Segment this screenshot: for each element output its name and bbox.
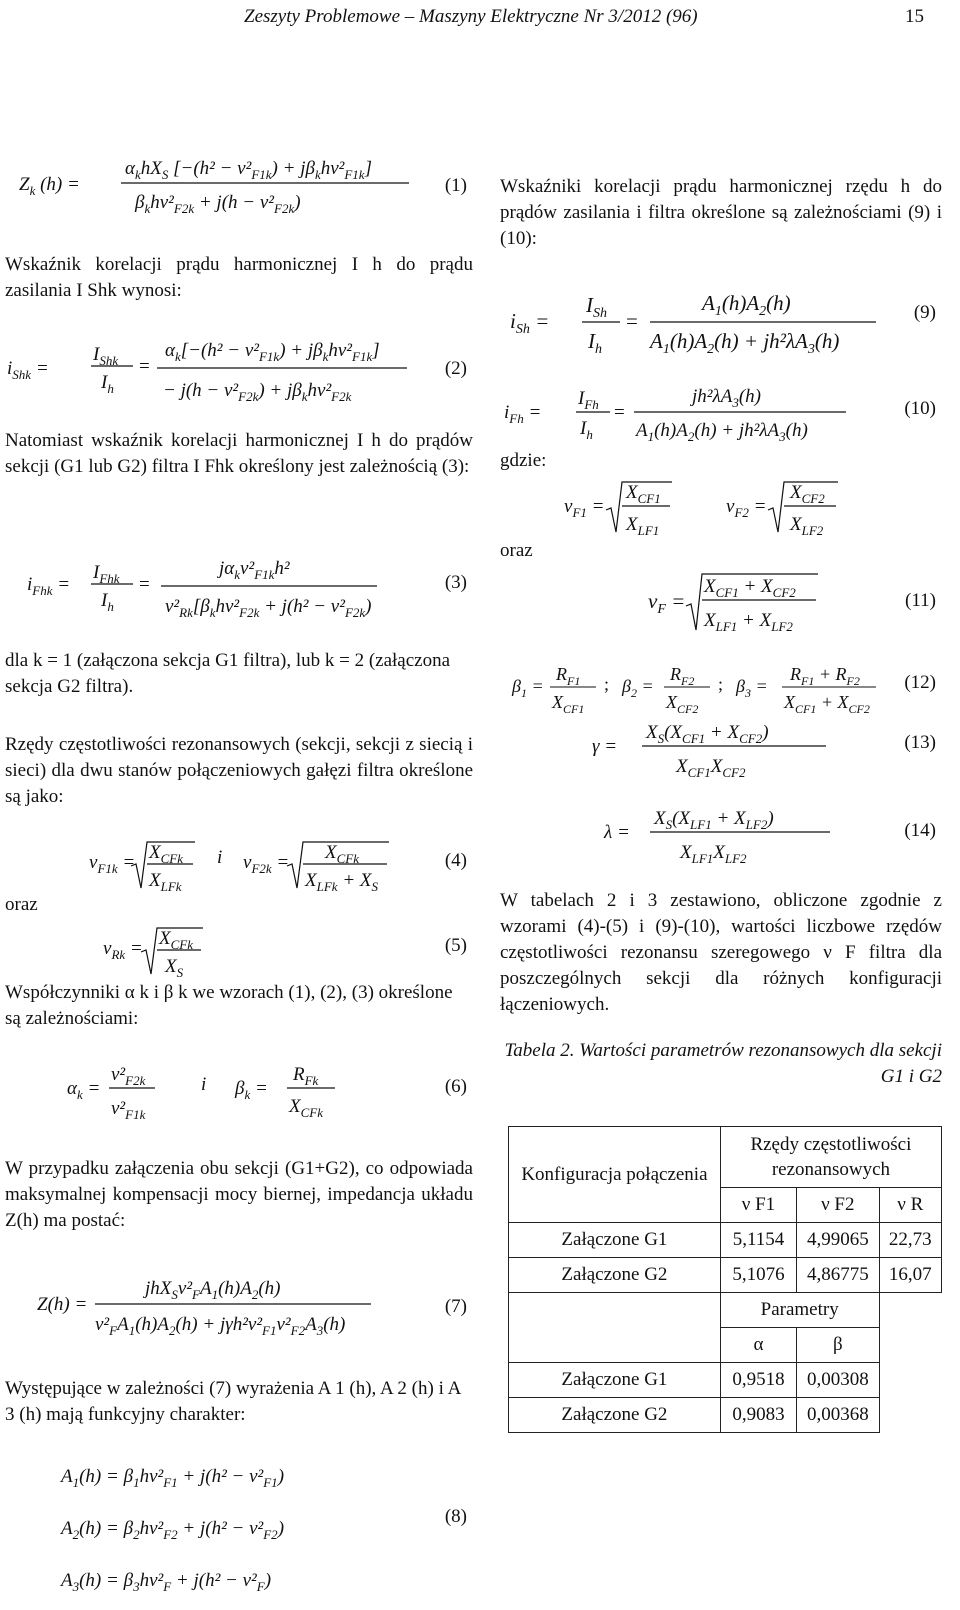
table-params-header-row	[509, 1293, 942, 1328]
cell-nuf1: 5,1076	[720, 1258, 796, 1293]
word-oraz-left: oraz	[5, 894, 38, 915]
svg-text:νF =: $\nu_F$ =	[648, 589, 686, 617]
svg-text:βkhν²F2k + j(h − ν²F2k): $\beta_kh\nu^2_{F2k} + j(h - \nu^2_{F2k})$	[135, 192, 301, 216]
svg-text:A1(h)A2(h) + jh²λA3(h): $A_1(h)A_2(h) + jh^2\lambda A_3(h)$	[650, 329, 840, 357]
svg-text:νF1k =: $\nu_{F1k}$ =	[89, 852, 136, 876]
svg-text:jαkν²F1kh²: $j\alpha_k\nu^2_{F1k}h^2$	[219, 558, 290, 582]
svg-text:RF1 + RF2: $R_{F1} + R_{F2}$	[790, 664, 860, 688]
cell-nur: 22,73	[879, 1223, 941, 1258]
word-i: i	[217, 847, 223, 868]
equation-2	[5, 330, 473, 410]
paragraph-ifhk-intro: Natomiast wskaźnik korelacji harmonicznej I h do prądów sekcji (G1 lub G2) filtra I Fhk określony jest zależnością (3):	[5, 430, 473, 477]
svg-text:β3 =: $\beta_3$ =	[736, 676, 768, 700]
svg-text:iFhk =: $i_{Fhk}$ =	[27, 574, 71, 598]
paragraph-ishk-intro: Wskaźnik korelacji prądu harmonicznej I h do prądu zasilania I Shk wynosi:	[5, 254, 473, 301]
svg-text:νF2k =: $\nu_{F2k}$ =	[243, 852, 290, 876]
equation-4	[5, 836, 473, 896]
svg-text:XCFk: $X_{CFk}$	[325, 842, 359, 866]
svg-text:λ =: λ =	[604, 822, 630, 843]
svg-text:A2(h) = β2hν²F2 + j(h² − ν²F2): $A_2(h) = \beta_2h\nu^2_{F2} + j(h^2 - \nu^2_{F2})$	[61, 1518, 285, 1542]
header-configuration: Konfiguracja połączenia	[509, 1127, 721, 1223]
svg-text:iShk =: $i_{Shk}$ =	[7, 358, 49, 382]
cell-nuf1: 5,1154	[720, 1223, 796, 1258]
equation-3-formula	[5, 550, 425, 630]
svg-text:XLF1: $X_{LF1}$	[626, 514, 660, 538]
paragraph-tabelach: W tabelach 2 i 3 zestawiono, obliczone zgodnie z wzorami (4)-(5) i (9)-(10), wartości liczbowe rzędów częstotliwości rezonansu szeregowego ν F filtra dla poszczególnych sekcji dla różnych konfiguracji łączeniowych.	[500, 890, 942, 1015]
equation-8-number: (8)	[444, 1506, 467, 1527]
svg-text:ν²F1k: $\nu^2_{F1k}$	[111, 1098, 146, 1122]
paragraph-wspolczynniki: Współczynniki α k i β k we wzorach (1), (2), (3) określone są zależnościami:	[5, 982, 453, 1029]
paragraph-przypadku: W przypadku załączenia obu sekcji (G1+G2), co odpowiada maksymalnej kompensacji mocy biernej, impedancja układu Z(h) ma postać:	[5, 1158, 473, 1231]
cell-nuf2: 4,99065	[797, 1223, 879, 1258]
cell-alpha: 0,9083	[720, 1398, 796, 1433]
svg-text:iFh =: $i_{Fh}$ =	[504, 402, 542, 426]
svg-text:β1 =: $\beta_1$ =	[512, 676, 544, 700]
svg-text:ν²FA1(h)A2(h) + jγh²ν²F1ν²F2A3: $\nu^2_FA_1(h)A_2(h) + j\gamma h^2\nu^2_{F1}\nu^2_{F2}A_3(h)$	[95, 1314, 346, 1338]
svg-text:− j(h − ν²F2k) + jβkhν²F2k: − $j(h - \nu^2_{F2k}) + j\beta_kh\nu^2_{F2k}$	[163, 380, 352, 404]
equation-12-number: (12)	[904, 672, 936, 693]
equation-11	[500, 566, 942, 636]
subheader-nuf2: ν F2	[797, 1188, 879, 1223]
svg-text:;: ;	[604, 674, 610, 694]
svg-text:XLFk: $X_{LFk}$	[149, 870, 182, 894]
svg-text:Ih: $I_h$	[588, 329, 602, 357]
svg-text:=: =	[614, 402, 625, 423]
svg-text:XLF1XLF2: $X_{LF1}X_{LF2}$	[680, 842, 747, 864]
table-row	[509, 1258, 942, 1293]
page-number: 15	[905, 6, 924, 27]
cell-beta: 0,00368	[797, 1398, 879, 1433]
svg-text:νF1 =: $\nu_{F1}$ =	[564, 496, 605, 520]
equation-5-formula	[5, 920, 425, 980]
equation-1-number: (1)	[444, 175, 467, 196]
equation-8-formula	[5, 1454, 425, 1604]
cell-nur: 16,07	[879, 1258, 941, 1293]
equation-12-formula	[500, 660, 900, 716]
equation-3	[5, 550, 473, 630]
equation-2-number: (2)	[444, 358, 467, 379]
equation-10-formula	[500, 380, 900, 442]
equation-4-formula	[5, 836, 425, 896]
equation-1	[5, 148, 473, 218]
equation-13-number: (13)	[904, 732, 936, 753]
svg-text:XCF1 + XCF2: $X_{CF1} + X_{CF2}$	[704, 576, 796, 600]
svg-text:=: =	[139, 356, 150, 377]
equation-9-formula	[500, 284, 900, 364]
table-row	[509, 1398, 942, 1433]
equation-5	[5, 920, 473, 980]
svg-text:IFhk: $I_{Fhk}$	[93, 562, 120, 586]
svg-text:αk[−(h² − ν²F1k) + jβkhν²F1k]: $\alpha_k[-(h^2 - \nu^2_{F1k}) + j\beta_kh\nu^2_{F1k}]$	[165, 340, 380, 364]
svg-text:β2 =: $\beta_2$ =	[622, 676, 654, 700]
table-row	[509, 1363, 942, 1398]
svg-text:XCF2: $X_{CF2}$	[790, 482, 825, 506]
paragraph-dla-k: dla k = 1 (załączona sekcja G1 filtra), lub k = 2 (załączona sekcja G2 filtra).	[5, 650, 451, 697]
equation-nuf1-nuf2	[500, 474, 942, 538]
svg-text:RF2: $R_{F2}$	[670, 664, 695, 688]
subheader-nuf1: ν F1	[720, 1188, 796, 1223]
row-label: Załączone G1	[509, 1363, 721, 1398]
equation-13-formula	[500, 716, 900, 778]
equation-7-formula	[5, 1268, 425, 1348]
equation-2-formula	[5, 330, 425, 410]
svg-text:ISh: $I_{Sh}$	[586, 293, 607, 321]
equation-1-formula	[5, 148, 425, 218]
svg-text:αk =: $\alpha_k$ =	[67, 1078, 101, 1102]
journal-title: Zeszyty Problemowe – Maszyny Elektryczne Nr 3/2012 (96)	[244, 6, 698, 27]
table-row	[509, 1223, 942, 1258]
svg-text:γ =: γ =	[592, 736, 618, 757]
svg-text:IFh: $I_{Fh}$	[578, 388, 599, 412]
svg-text:=: =	[139, 574, 150, 595]
subheader-beta: β	[797, 1328, 879, 1363]
svg-text:jh²λA3(h): $jh^2\lambda A_3(h)$	[692, 386, 761, 410]
equation-6	[5, 1054, 473, 1124]
svg-text:A3(h) = β3hν²F + j(h² − ν²F): $A_3(h) = \beta_3h\nu^2_F + j(h^2 - \nu^2_F)$	[61, 1570, 272, 1594]
table-header-row	[509, 1127, 942, 1188]
svg-text:XS: $X_S$	[165, 956, 184, 980]
svg-text:Ih: $I_h$	[101, 590, 114, 614]
equation-13	[500, 716, 942, 778]
svg-text:XCFk: $X_{CFk}$	[159, 928, 193, 952]
svg-text:A1(h) = β1hν²F1 + j(h² − ν²F1): $A_1(h) = \beta_1h\nu^2_{F1} + j(h^2 - \nu^2_{F1})$	[61, 1466, 285, 1490]
svg-text:βk =: $\beta_k$ =	[235, 1078, 268, 1102]
svg-text:XLFk + XS: $X_{LFk} + X_S$	[305, 870, 378, 894]
paragraph-rzedy: Rzędy częstotliwości rezonansowych (sekcji, sekcji z siecią i sieci) dla dwu stanów połączeniowych gałęzi filtra określone są jako:	[5, 734, 473, 807]
equation-5-number: (5)	[444, 935, 467, 956]
svg-text:Zk (h) =: $Z_k$ (h) =	[19, 174, 80, 198]
svg-text:XCF2: $X_{CF2}$	[666, 692, 699, 716]
cell-nuf2: 4,86775	[797, 1258, 879, 1293]
equation-nuf1-nuf2-formula	[500, 474, 900, 538]
svg-text:XS(XCF1 + XCF2): $X_S(X_{CF1} + X_{CF2})$	[646, 722, 769, 746]
svg-text:Z(h) =: Z(h) =	[37, 1294, 88, 1315]
subheader-nur: ν R	[879, 1188, 941, 1223]
equation-8	[5, 1454, 473, 1604]
header-resonance-orders: Rzędy częstotliwości rezonansowych	[720, 1127, 941, 1188]
svg-text:XLF2: $X_{LF2}$	[790, 514, 824, 538]
svg-text:XLF1 + XLF2: $X_{LF1} + X_{LF2}$	[704, 610, 793, 634]
equation-11-number: (11)	[905, 590, 936, 611]
equation-10-number: (10)	[904, 398, 936, 419]
svg-text:νRk =: $\nu_{Rk}$ =	[103, 938, 143, 962]
svg-text:XCFk: $X_{CFk}$	[149, 842, 183, 866]
svg-text:iSh =: $i_{Sh}$ =	[510, 309, 550, 337]
svg-text:XCF1: $X_{CF1}$	[552, 692, 585, 716]
svg-text:Ih: $I_h$	[580, 418, 593, 442]
table-caption: Tabela 2. Wartości parametrów rezonansowych dla sekcji G1 i G2	[504, 1040, 942, 1087]
cell-alpha: 0,9518	[720, 1363, 796, 1398]
resonance-table	[508, 1126, 942, 1433]
header-parameters: Parametry	[720, 1293, 879, 1328]
cell-beta: 0,00308	[797, 1363, 879, 1398]
svg-text:Ih: $I_h$	[101, 372, 114, 396]
equation-7	[5, 1268, 473, 1348]
svg-text:ν²Rk[βkhν²F2k + j(h² − ν²F2k): $\nu^2_{Rk}[\beta_kh\nu^2_{F2k} + j(h^2 - \nu^2_{F2k})$	[165, 596, 372, 620]
svg-text:RFk: $R_{Fk}$	[293, 1064, 319, 1088]
paragraph-wskazniki: Wskaźniki korelacji prądu harmonicznej rzędu h do prądów zasilania i filtra określone są zależnościami (9) i (10):	[500, 176, 942, 249]
word-oraz-right: oraz	[500, 540, 533, 561]
params-empty-cell	[509, 1293, 721, 1363]
equation-6-formula	[5, 1054, 425, 1124]
equation-12	[500, 660, 942, 716]
subheader-alpha: α	[720, 1328, 796, 1363]
word-i-2: i	[201, 1074, 207, 1095]
svg-text:=: =	[626, 309, 638, 333]
svg-text:νF2 =: $\nu_{F2}$ =	[726, 496, 767, 520]
equation-3-number: (3)	[444, 572, 467, 593]
page-header	[0, 6, 960, 36]
word-gdzie: gdzie:	[500, 450, 547, 471]
svg-text:jhXSν²FA1(h)A2(h): $jhX_S\nu^2_FA_1(h)A_2(h)$	[145, 1278, 281, 1302]
equation-9-number: (9)	[913, 302, 936, 323]
equation-10	[500, 380, 942, 442]
svg-text:XCF1 + XCF2: $X_{CF1} + X_{CF2}$	[784, 692, 870, 716]
equation-14	[500, 800, 942, 864]
svg-text:ν²F2k: $\nu^2_{F2k}$	[111, 1064, 146, 1088]
svg-text:XS(XLF1 + XLF2): $X_S(X_{LF1} + X_{LF2})$	[654, 808, 774, 832]
params-blank	[879, 1293, 941, 1433]
row-label: Załączone G1	[509, 1223, 721, 1258]
svg-text:A1(h)A2(h) + jh²λA3(h): $A_1(h)A_2(h) + jh^2\lambda A_3(h)$	[636, 420, 808, 442]
svg-text:XCF1XCF2: $X_{CF1}X_{CF2}$	[676, 756, 746, 778]
equation-14-number: (14)	[904, 820, 936, 841]
svg-text:IShk: $I_{Shk}$	[93, 344, 119, 368]
svg-text:RF1: $R_{F1}$	[556, 664, 581, 688]
equation-14-formula	[500, 800, 900, 864]
equation-7-number: (7)	[444, 1296, 467, 1317]
equation-9	[500, 284, 942, 364]
svg-text:A1(h)A2(h): $A_1(h)A_2(h)$	[702, 291, 791, 319]
svg-text:XCFk: $X_{CFk}$	[289, 1096, 323, 1120]
svg-text:XCF1: $X_{CF1}$	[626, 482, 661, 506]
paragraph-wystepujace: Występujące w zależności (7) wyrażenia A 1 (h), A 2 (h) i A 3 (h) mają funkcyjny charakter:	[5, 1378, 461, 1425]
equation-4-number: (4)	[444, 850, 467, 871]
svg-text:;: ;	[718, 674, 724, 694]
equation-11-formula	[500, 566, 900, 636]
row-label: Załączone G2	[509, 1258, 721, 1293]
svg-text:αkhXS [−(h² − ν²F1k) + jβkhν²F: $\alpha_khX_S$ $[-(h^2 - \nu^2_{F1k}) + j\beta_kh\nu^2_{F1k}]$	[125, 158, 372, 182]
equation-6-number: (6)	[444, 1076, 467, 1097]
row-label: Załączone G2	[509, 1398, 721, 1433]
